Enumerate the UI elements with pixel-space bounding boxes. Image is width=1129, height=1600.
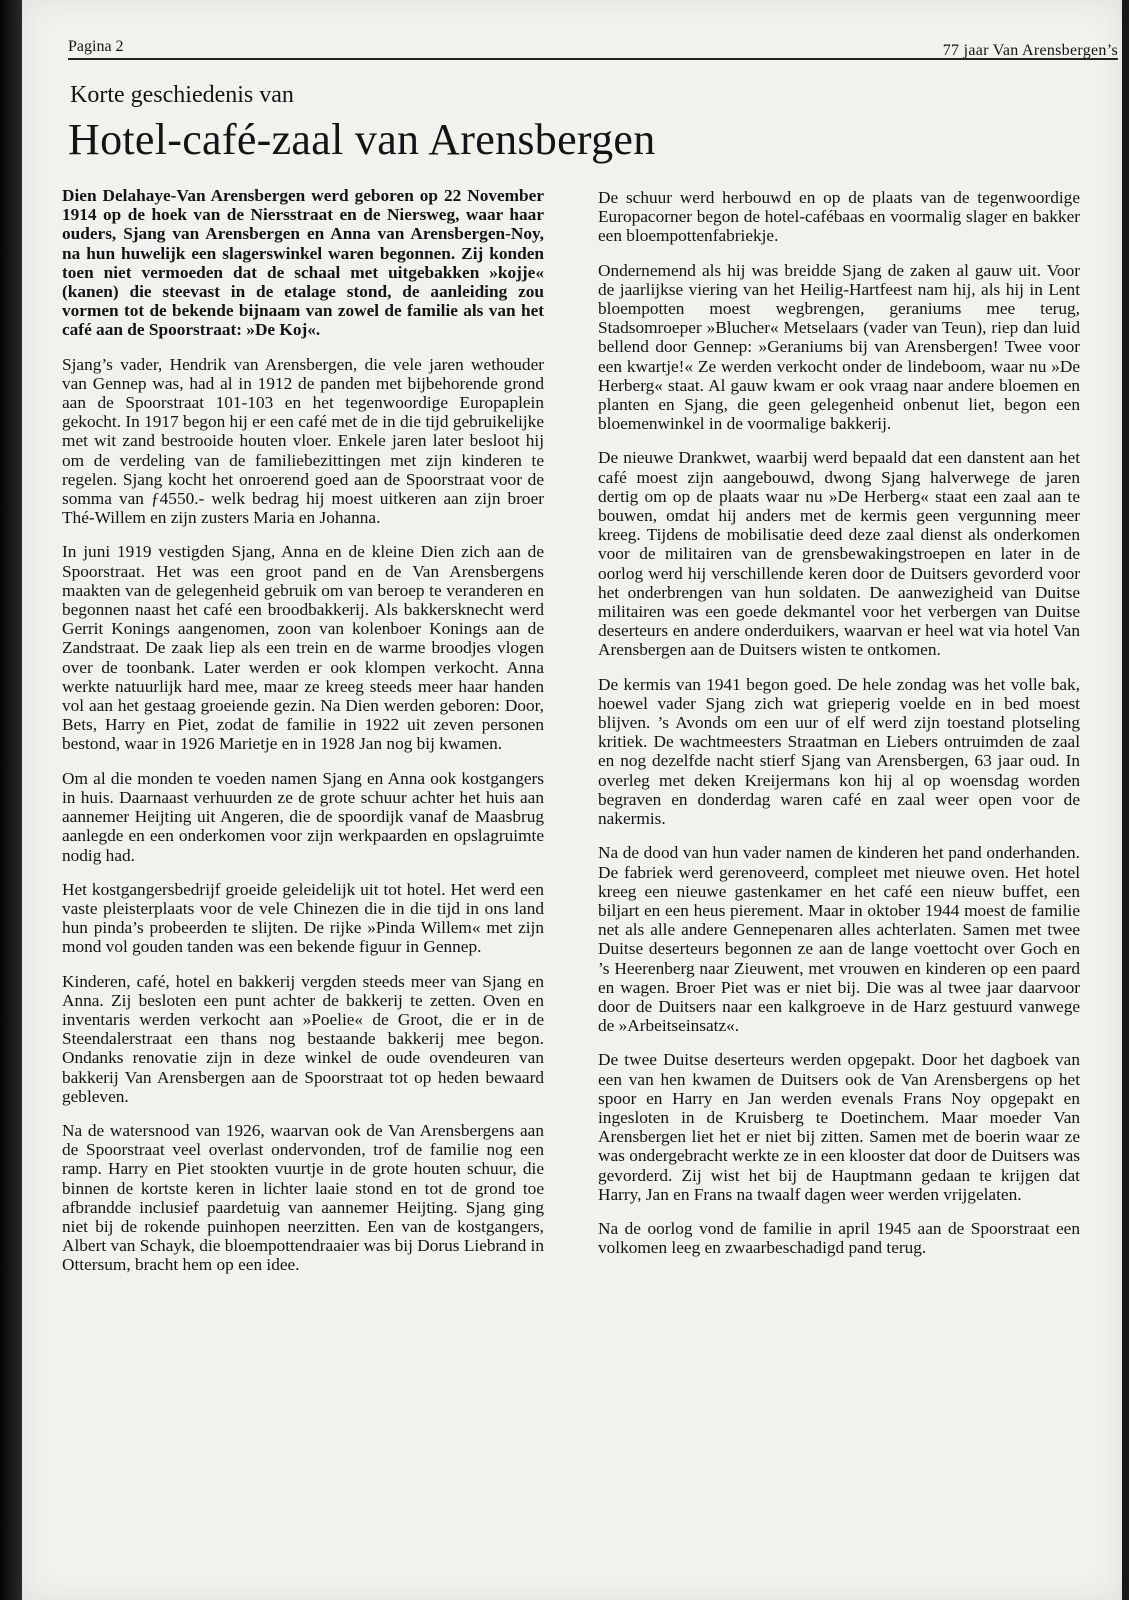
document-page — [22, 0, 1122, 1600]
paragraph: Sjang’s vader, Hendrik van Arensbergen, die vele jaren wethouder van Gennep was, had al in 1912 de panden met bijbehorende grond aan de Spoorstraat 101-103 en het tegenwoordige Europaplein gekocht. In 1917 begon hij er een café met de in die tijd gebruikelijke met wit zand bestrooide houten vloer. Enkele jaren later besloot hij om de verdeling van de familiebezittingen met zijn kinderen te regelen. Sjang kocht het onroerend goed aan de Spoorstraat voor de somma van ƒ4550.- welk bedrag hij moest uitkeren aan zijn broer Thé-Willem en zijn zusters Maria en Johanna. — [62, 354, 544, 528]
paragraph: De twee Duitse deserteurs werden opgepakt. Door het dagboek van een van hen kwamen de Duitsers ook de Van Arensbergens op het spoor en Harry en Jan werden evenals Frans Noy opgepakt en ingesloten in de Kruisberg te Doetinchem. Maar moeder Van Arensbergen liet het er niet bij zitten. Samen met de boerin waar ze was ondergebracht werkte ze in een klooster dat door de Duitsers was gevorderd. Zij wist het bij de Hauptmann gedaan te krijgen dat Harry, Jan en Frans na twaalf dagen weer werden vrijgelaten. — [598, 1050, 1080, 1204]
scan-edge — [0, 0, 22, 1600]
paragraph: Na de watersnood van 1926, waarvan ook de Van Arensbergens aan de Spoorstraat veel overlast ondervonden, trof de familie nog een ramp. Harry en Piet stookten vuurtje in de grote houten schuur, die binnen de kortste keren in lichter laaie stond en tot de grond toe afbrandde inclusief paardetuig van aannemer Heijting. Sjang ging niet bij de rokende puinhopen neerzitten. Een van de kostgangers, Albert van Schayk, die bloempottendraaier was bij Dorus Liebrand in Ottersum, bracht hem op een idee. — [62, 1120, 544, 1275]
publication-title: 77 jaar Van Arensbergen’s — [942, 42, 1118, 59]
lead-paragraph: Dien Delahaye-Van Arensbergen werd geboren op 22 November 1914 op de hoek van de Niersstraat en de Niersweg, waar haar ouders, Sjang van Arensbergen en Anna van Arensbergen-Noy, na hun huwelijk een slagerswinkel waren begonnen. Zij konden toen niet vermoeden dat de schaal met uitgebakken »kojje« (kanen) die steevast in de etalage stond, de aanleiding zou vormen tot de bekende bijnaam van zowel de familie als van het café aan de Spoorstraat: »De Koj«. — [62, 186, 544, 340]
paragraph: De nieuwe Drankwet, waarbij werd bepaald dat een danstent aan het café moest zijn aangebouwd, dwong Sjang halverwege de jaren dertig om op de plaats waar nu »De Herberg« staat een zaal aan te bouwen, omdat hij anders met de kermis geen vergunning meer kreeg. Tijdens de mobilisatie deed deze zaal dienst als onderkomen voor de militairen van de grensbewakingstroepen en later in de oorlog werd hij verschillende keren door de Duitsers gevorderd voor het onderbrengen van hun soldaten. De aanwezigheid van Duitse militairen was een goede dekmantel voor het verbergen van Duitse deserteurs en andere onderduikers, waarvan er heel wat via hotel Van Arensbergen aan de Duitsers wisten te ontkomen. — [598, 448, 1080, 660]
paragraph: Het kostgangersbedrijf groeide geleidelijk uit tot hotel. Het werd een vaste pleisterplaats voor de vele Chinezen die in die tijd in ons land hun pinda’s probeerden te slijten. De rijke »Pinda Willem« met zijn mond vol gouden tanden was een bekende figuur in Gennep. — [62, 879, 544, 957]
paragraph: Na de oorlog vond de familie in april 1945 aan de Spoorstraat een volkomen leeg en zwaarbeschadigd pand terug. — [598, 1218, 1080, 1258]
left-column — [62, 186, 544, 1290]
running-header — [68, 34, 1118, 60]
paragraph: Om al die monden te voeden namen Sjang en Anna ook kostgangers in huis. Daarnaast verhuurden ze de grote schuur achter het huis aan aannemer Heijting uit Angeren, die de spoordijk vanaf de Maasbrug aanlegde en een onderkomen voor zijn werkpaarden en opslagruimte nodig had. — [62, 768, 544, 865]
paragraph: Ondernemend als hij was breidde Sjang de zaken al gauw uit. Voor de jaarlijkse viering van het Heilig-Hartfeest nam hij, als hij in Lent bloempotten moest wegbrengen, geraniums mee terug, Stadsomroeper »Blucher« Metselaars (vader van Teun), riep dan luid bellend door Gennep: »Geraniums bij van Arensbergen! Twee voor een kwartje!« Ze werden verkocht onder de lindeboom, waar nu »De Herberg« staat. Al gauw kwam er ook vraag naar andere bloemen en planten en Sjang, die geen gelegenheid onbenut liet, begon een bloemenwinkel in de voormalige bakkerij. — [598, 260, 1080, 434]
paragraph: De kermis van 1941 begon goed. De hele zondag was het volle bak, hoewel vader Sjang zich wat grieperig voelde en in bed moest blijven. ’s Avonds om een uur of elf werd zijn toestand plotseling kritiek. De wachtmeesters Straatman en Liebers ontruimden de zaal en nog dezelfde nacht stierf Sjang van Arensbergen, 63 jaar oud. In overleg met deken Kreijermans kon hij al op woensdag worden begraven en donderdag waren café en zaal weer open voor de nakermis. — [598, 674, 1080, 829]
article-title: Hotel-café-zaal van Arensbergen — [68, 115, 656, 164]
right-column — [598, 188, 1080, 1272]
paragraph: Na de dood van hun vader namen de kinderen het pand onderhanden. De fabriek werd gerenoveerd, compleet met nieuwe oven. Het hotel kreeg een nieuwe gastenkamer en het café een nieuw buffet, een biljart en een heus pierement. Maar in oktober 1944 moest de familie net als alle andere Gennepenaren alles achterlaten. Samen met twee Duitse deserteurs begonnen ze aan de lange voettocht over Goch en ’s Heerenberg naar Zieuwent, met vrouwen en kinderen op een paard en wagen. Broer Piet was er niet bij. Die was al twee jaar daarvoor door de Duitsers naar een kalkgroeve in de Harz gestuurd vanwege de »Arbeitseinsatz«. — [598, 843, 1080, 1036]
article-kicker: Korte geschiedenis van — [70, 82, 294, 108]
paragraph: In juni 1919 vestigden Sjang, Anna en de kleine Dien zich aan de Spoorstraat. Het was een groot pand en de Van Arensbergens maakten van de gelegenheid gebruik om van beroep te veranderen en begonnen naast het café een broodbakkerij. Als bakkersknecht werd Gerrit Konings aangenomen, zoon van kolenboer Konings aan de Zandstraat. De zaak liep als een trein en de warme broodjes vlogen over de toonbank. Later werden er ook klompen verkocht. Anna werkte natuurlijk hard mee, maar ze kreeg steeds meer haar handen vol aan het gestaag groeiende gezin. Na Dien werden geboren: Door, Bets, Harry en Piet, zodat de familie in 1922 uit zeven personen bestond, waar in 1926 Marietje en in 1928 Jan nog bij kwamen. — [62, 542, 544, 754]
paragraph: De schuur werd herbouwd en op de plaats van de tegenwoordige Europacorner begon de hotel-cafébaas en voormalig slager en bakker een bloempottenfabriekje. — [598, 188, 1080, 246]
paragraph: Kinderen, café, hotel en bakkerij vergden steeds meer van Sjang en Anna. Zij besloten een punt achter de bakkerij te zetten. Oven en inventaris werden verkocht aan »Poelie« de Groot, die er in de Steendalerstraat een thans nog bestaande bakkerij mee begon. Ondanks renovatie zijn in deze winkel de oude ovendeuren van bakkerij Van Arensbergen aan de Spoorstraat tot op heden bewaard gebleven. — [62, 971, 544, 1106]
page-label: Pagina 2 — [68, 38, 124, 55]
